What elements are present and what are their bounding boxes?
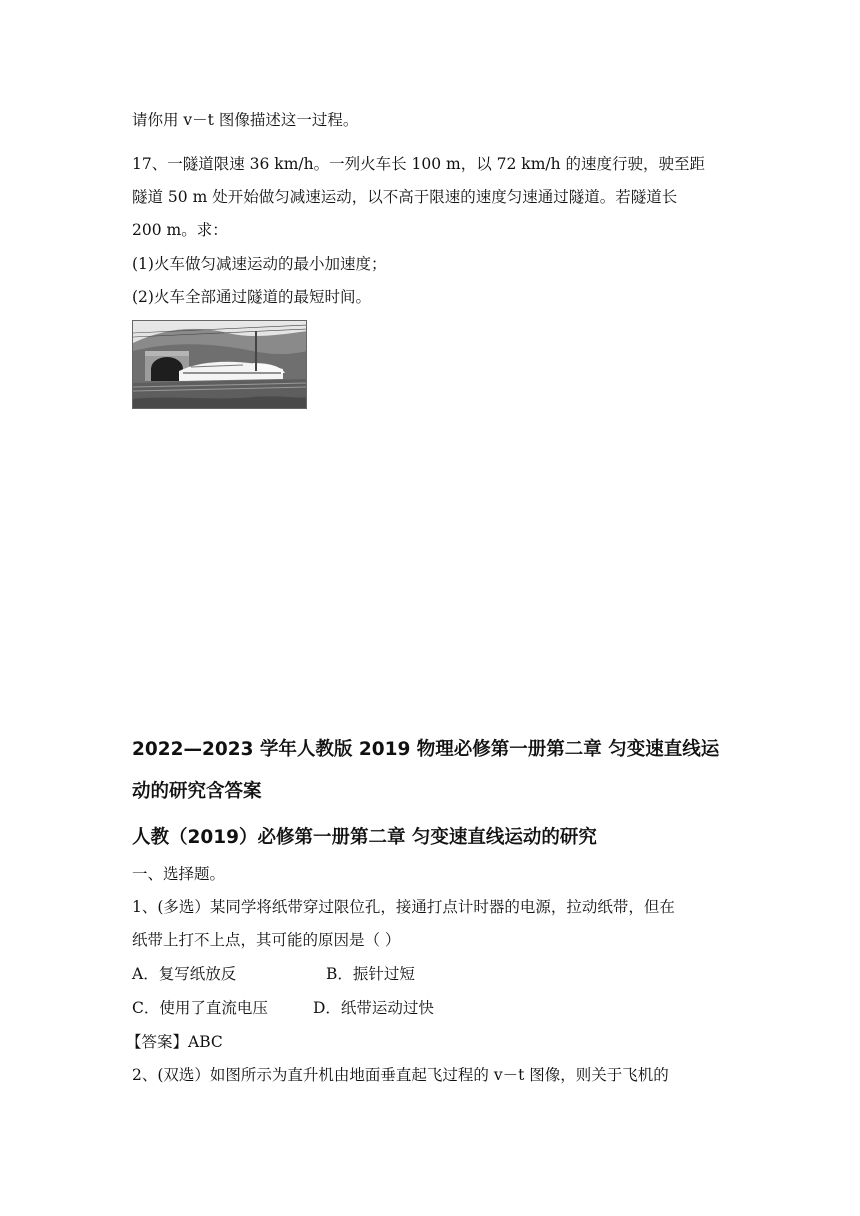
q17-line-2: 隧道 50 m 处开始做匀减速运动，以不高于限速的速度匀速通过隧道。若隧道长 [132, 188, 678, 206]
q1-option-c: C．使用了直流电压 [132, 999, 268, 1017]
q17-part-1: (1)火车做匀减速运动的最小加速度； [132, 255, 387, 273]
train-tunnel-image [133, 321, 307, 409]
q1-options-row-2 [132, 998, 612, 1018]
q17-line-3: 200 m。求： [132, 221, 228, 239]
q2-line-1: 2、(双选）如图所示为直升机由地面垂直起飞过程的 v－t 图像，则关于飞机的 [132, 1066, 669, 1084]
q1-option-d: D．纸带运动过快 [313, 999, 434, 1017]
section-title: 人教（2019）必修第一册第二章 匀变速直线运动的研究 [132, 827, 597, 848]
doc-title-line-1: 2022—2023 学年人教版 2019 物理必修第一册第二章 匀变速直线运 [132, 739, 720, 760]
train-tunnel-photo [132, 320, 307, 409]
section-heading: 一、选择题。 [132, 865, 226, 883]
doc-title-line-2: 动的研究含答案 [132, 781, 262, 802]
q17-line-1: 17、一隧道限速 36 km/h。一列火车长 100 m，以 72 km/h 的速度行驶，驶至距 [132, 155, 706, 173]
q1-line-1: 1、(多选）某同学将纸带穿过限位孔，接通打点计时器的电源，拉动纸带，但在 [132, 898, 675, 916]
q1-option-b: B．振针过短 [326, 965, 415, 983]
q1-answer: 【答案】ABC [126, 1033, 223, 1051]
q1-line-2: 纸带上打不上点，其可能的原因是（ ） [132, 931, 401, 949]
q1-options-row-1 [132, 964, 612, 984]
q17-part-2: (2)火车全部通过隧道的最短时间。 [132, 288, 371, 306]
prev-question-tail: 请你用 v－t 图像描述这一过程。 [132, 111, 359, 129]
q1-option-a: A．复写纸放反 [132, 965, 237, 983]
